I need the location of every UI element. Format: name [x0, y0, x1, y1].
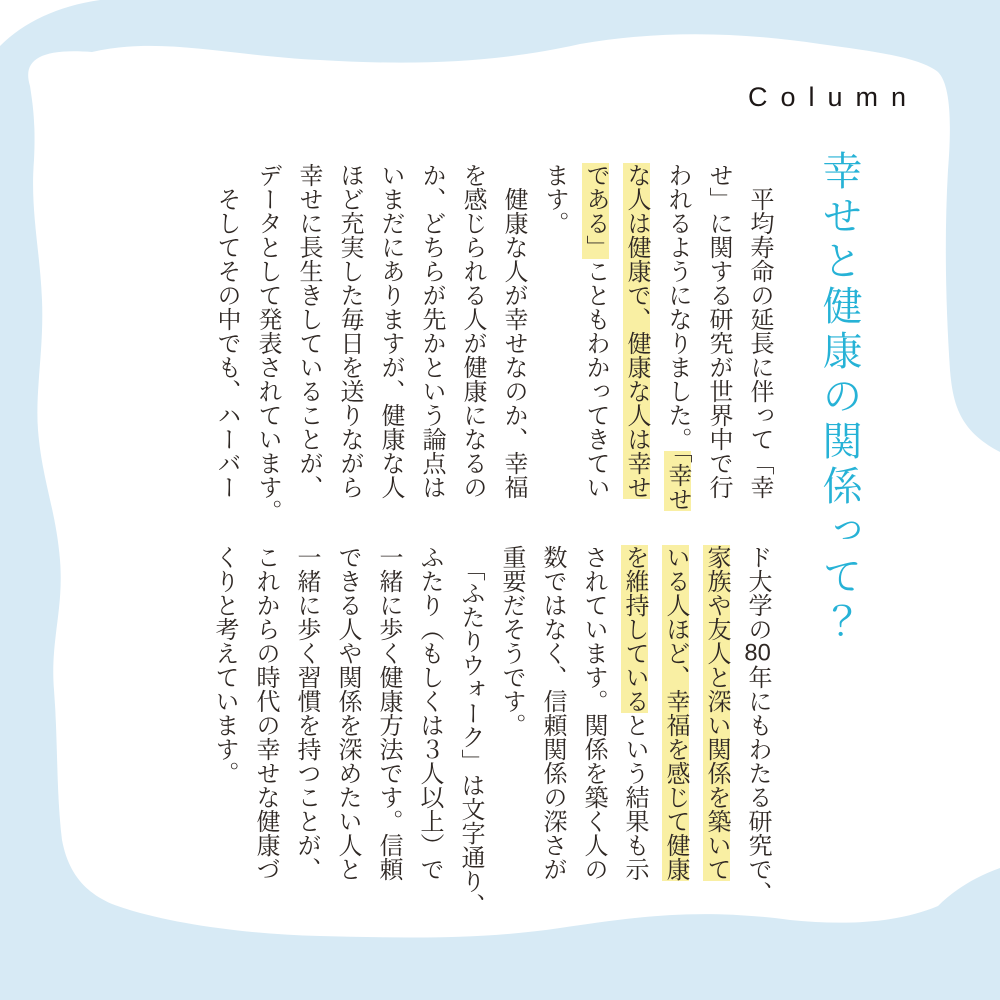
- body-text: ふたり（もしくは３人以上）で: [416, 545, 443, 881]
- highlighted-text: 「幸せ: [664, 451, 691, 511]
- highlighted-text: である」: [582, 163, 609, 259]
- body-text: 幸せに長生きしていることが、: [295, 163, 322, 499]
- column-label: Column: [748, 82, 920, 112]
- body-text: これからの時代の幸せな健康づ: [252, 545, 279, 881]
- body-text: ます。: [541, 163, 568, 235]
- body-text: くりと考えています。: [211, 545, 238, 785]
- text-line: [245, 545, 286, 927]
- highlighted-text: を維持している: [621, 545, 648, 713]
- text-line: [329, 163, 370, 515]
- body-text: 一緒に歩く習慣を持つことが、: [293, 545, 320, 881]
- text-line: [327, 545, 368, 927]
- body-text: 数ではなく、信頼関係の深さが: [539, 545, 566, 881]
- text-line: [655, 545, 696, 927]
- text-line: [573, 545, 614, 927]
- body-text: 年にもわたる研究で、: [744, 665, 771, 905]
- text-line: [206, 163, 247, 515]
- body-text: いまだにありますが、健康な人: [377, 163, 404, 499]
- body-text: 重要だそうです。: [498, 545, 525, 737]
- text-line: [534, 163, 575, 515]
- text-line: [737, 545, 778, 927]
- text-line: [491, 545, 532, 927]
- text-line: [739, 163, 780, 515]
- article-body-lower: [204, 545, 778, 927]
- highlighted-text: な人は健康で、健康な人は幸せ: [623, 163, 650, 499]
- body-text: データとして発表されています。: [254, 163, 281, 523]
- text-line: [247, 163, 288, 523]
- body-text: せ」に関する研究が世界中で行: [705, 163, 732, 499]
- text-line: [575, 163, 616, 515]
- body-text: 「ふたりウォーク」は文字通り、: [457, 545, 484, 917]
- article-title: 幸せと健康の関係って？: [817, 150, 861, 645]
- body-text: われるようになりました。: [664, 163, 691, 451]
- text-line: [286, 545, 327, 927]
- text-line: [614, 545, 655, 927]
- text-line: [288, 163, 329, 515]
- text-line: [452, 163, 493, 515]
- text-line: [368, 545, 409, 927]
- text-line: [204, 545, 245, 927]
- body-text: ほど充実した毎日を送りながら: [336, 163, 363, 499]
- body-text: 一緒に歩く健康方法です。信頼: [375, 545, 402, 881]
- body-text: そしてその中でも、ハーバー: [213, 163, 240, 499]
- text-line: [493, 163, 534, 515]
- body-text: 80: [744, 641, 771, 665]
- body-text: できる人や関係を深めたい人と: [334, 545, 361, 881]
- article-body-upper: [206, 163, 780, 523]
- text-line: [657, 163, 698, 515]
- text-line: [411, 163, 452, 515]
- text-line: [409, 545, 450, 927]
- body-text: 平均寿命の延長に伴って「幸: [746, 163, 773, 499]
- text-line: [696, 545, 737, 927]
- body-text: されています。関係を築く人の: [580, 545, 607, 881]
- text-line: [532, 545, 573, 927]
- body-text: ド大学の: [744, 545, 771, 641]
- text-line: [698, 163, 739, 515]
- text-line: [616, 163, 657, 515]
- text-line: [450, 545, 491, 927]
- text-line: [370, 163, 411, 515]
- body-text: という結果も示: [621, 713, 648, 881]
- body-text: か、どちらが先かという論点は: [418, 163, 445, 499]
- highlighted-text: いる人ほど、幸福を感じて健康: [662, 545, 689, 881]
- body-text: 健康な人が幸せなのか、幸福: [500, 163, 527, 499]
- body-text: を感じられる人が健康になるの: [459, 163, 486, 499]
- highlighted-text: 家族や友人と深い関係を築いて: [703, 545, 730, 881]
- body-text: こともわかってきてい: [582, 259, 609, 499]
